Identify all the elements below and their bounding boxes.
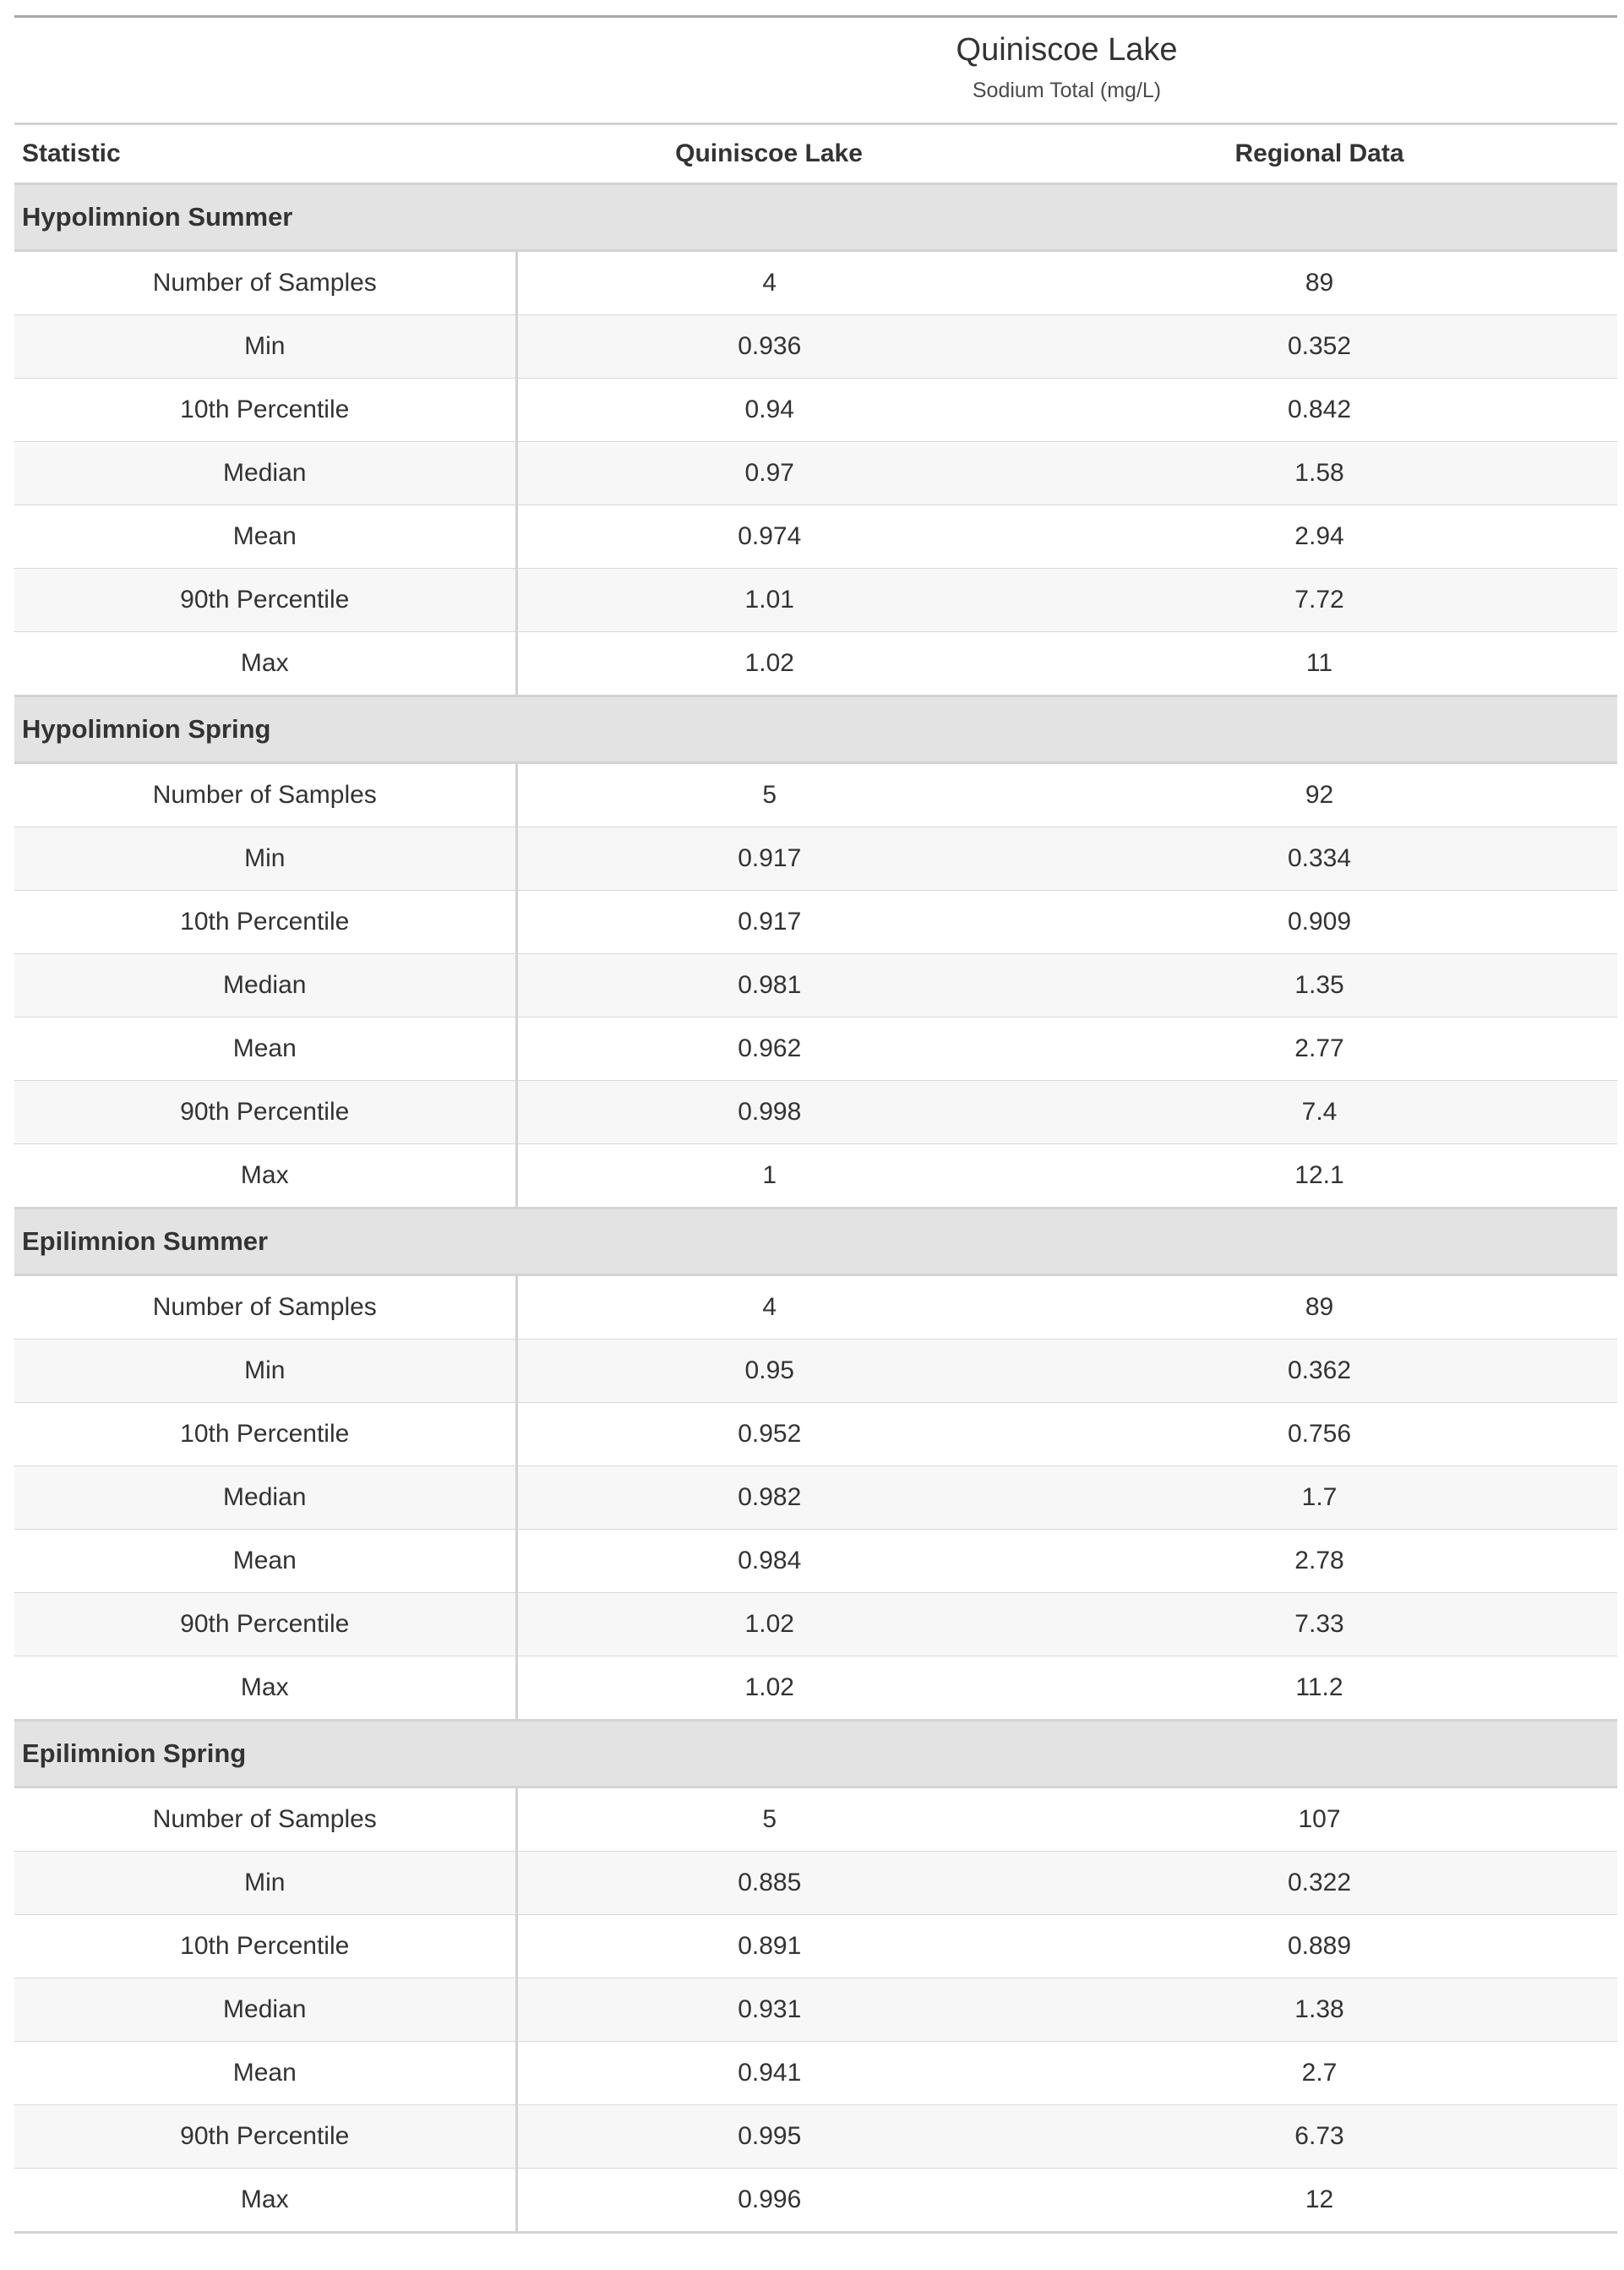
regional-value-cell: 0.322 <box>1022 1852 1617 1915</box>
group-row <box>14 184 1617 251</box>
regional-value-cell: 2.7 <box>1022 2042 1617 2105</box>
regional-value-cell: 107 <box>1022 1787 1617 1852</box>
table-row <box>14 891 1617 954</box>
stat-name-cell: Max <box>14 632 516 696</box>
stat-name-cell: Number of Samples <box>14 763 516 827</box>
lake-value-cell: 0.974 <box>516 505 1022 569</box>
lake-value-cell: 1 <box>516 1144 1022 1209</box>
table-row <box>14 1852 1617 1915</box>
lake-value-cell: 0.982 <box>516 1466 1022 1530</box>
table-row <box>14 1530 1617 1593</box>
regional-value-cell: 0.909 <box>1022 891 1617 954</box>
lake-value-cell: 1.02 <box>516 1656 1022 1721</box>
lake-value-cell: 0.917 <box>516 827 1022 891</box>
table-spacer <box>14 74 516 124</box>
stat-name-cell: Median <box>14 442 516 505</box>
table-row <box>14 1978 1617 2042</box>
lake-value-cell: 0.996 <box>516 2169 1022 2233</box>
lake-value-cell: 5 <box>516 763 1022 827</box>
lake-value-cell: 0.962 <box>516 1018 1022 1081</box>
stat-name-cell: Max <box>14 1144 516 1209</box>
regional-value-cell: 0.756 <box>1022 1403 1617 1466</box>
table-row <box>14 2169 1617 2233</box>
table-row <box>14 1144 1617 1209</box>
stat-name-cell: Mean <box>14 1530 516 1593</box>
regional-value-cell: 7.4 <box>1022 1081 1617 1144</box>
regional-value-cell: 1.38 <box>1022 1978 1617 2042</box>
table-row <box>14 1915 1617 1978</box>
stat-name-cell: 10th Percentile <box>14 1403 516 1466</box>
table-row <box>14 1275 1617 1340</box>
table-spacer <box>14 17 516 74</box>
lake-value-cell: 1.01 <box>516 569 1022 632</box>
title-row <box>14 17 1617 74</box>
lake-value-cell: 0.995 <box>516 2105 1022 2169</box>
lake-value-cell: 4 <box>516 1275 1022 1340</box>
stat-name-cell: Mean <box>14 2042 516 2105</box>
statistics-table <box>14 15 1617 2234</box>
regional-value-cell: 12 <box>1022 2169 1617 2233</box>
regional-value-cell: 1.35 <box>1022 954 1617 1018</box>
column-header-lake: Quiniscoe Lake <box>516 124 1022 184</box>
regional-value-cell: 2.77 <box>1022 1018 1617 1081</box>
table-row <box>14 1018 1617 1081</box>
group-label: Epilimnion Spring <box>14 1721 1617 1787</box>
lake-value-cell: 0.984 <box>516 1530 1022 1593</box>
stat-name-cell: Mean <box>14 1018 516 1081</box>
regional-value-cell: 6.73 <box>1022 2105 1617 2169</box>
column-header-row <box>14 124 1617 184</box>
table-row <box>14 1593 1617 1656</box>
column-header-regional: Regional Data <box>1022 124 1617 184</box>
table-row <box>14 315 1617 379</box>
lake-value-cell: 0.931 <box>516 1978 1022 2042</box>
lake-value-cell: 0.891 <box>516 1915 1022 1978</box>
table-row <box>14 1081 1617 1144</box>
table-row <box>14 379 1617 442</box>
stat-name-cell: Number of Samples <box>14 251 516 315</box>
stat-name-cell: 10th Percentile <box>14 379 516 442</box>
table-row <box>14 1340 1617 1403</box>
regional-value-cell: 2.94 <box>1022 505 1617 569</box>
regional-value-cell: 12.1 <box>1022 1144 1617 1209</box>
column-header-statistic: Statistic <box>14 124 516 184</box>
regional-value-cell: 0.352 <box>1022 315 1617 379</box>
stat-name-cell: Median <box>14 1466 516 1530</box>
table-row <box>14 827 1617 891</box>
lake-value-cell: 0.998 <box>516 1081 1022 1144</box>
stat-name-cell: 90th Percentile <box>14 2105 516 2169</box>
table-row <box>14 569 1617 632</box>
table-row <box>14 1656 1617 1721</box>
group-row <box>14 1721 1617 1787</box>
stat-name-cell: Median <box>14 1978 516 2042</box>
table-row <box>14 442 1617 505</box>
group-label: Hypolimnion Summer <box>14 184 1617 251</box>
group-label: Hypolimnion Spring <box>14 696 1617 763</box>
table-head <box>14 17 1617 184</box>
table-row <box>14 1466 1617 1530</box>
lake-value-cell: 0.97 <box>516 442 1022 505</box>
lake-value-cell: 0.885 <box>516 1852 1022 1915</box>
table-body <box>14 184 1617 2233</box>
lake-value-cell: 0.94 <box>516 379 1022 442</box>
regional-value-cell: 89 <box>1022 251 1617 315</box>
group-row <box>14 1209 1617 1275</box>
table-row <box>14 1403 1617 1466</box>
stat-name-cell: Max <box>14 1656 516 1721</box>
stat-name-cell: 10th Percentile <box>14 891 516 954</box>
table-row <box>14 1787 1617 1852</box>
lake-value-cell: 0.941 <box>516 2042 1022 2105</box>
lake-value-cell: 4 <box>516 251 1022 315</box>
lake-value-cell: 0.936 <box>516 315 1022 379</box>
stat-name-cell: Median <box>14 954 516 1018</box>
stat-name-cell: 10th Percentile <box>14 1915 516 1978</box>
regional-value-cell: 11.2 <box>1022 1656 1617 1721</box>
stat-name-cell: Max <box>14 2169 516 2233</box>
regional-value-cell: 0.889 <box>1022 1915 1617 1978</box>
subtitle-row <box>14 74 1617 124</box>
regional-value-cell: 0.842 <box>1022 379 1617 442</box>
stat-name-cell: Min <box>14 1340 516 1403</box>
table-row <box>14 505 1617 569</box>
regional-value-cell: 1.58 <box>1022 442 1617 505</box>
stat-name-cell: 90th Percentile <box>14 1593 516 1656</box>
table-row <box>14 954 1617 1018</box>
group-row <box>14 696 1617 763</box>
lake-value-cell: 5 <box>516 1787 1022 1852</box>
stat-name-cell: 90th Percentile <box>14 1081 516 1144</box>
stat-name-cell: Number of Samples <box>14 1275 516 1340</box>
stat-name-cell: Min <box>14 827 516 891</box>
stat-name-cell: Min <box>14 315 516 379</box>
lake-value-cell: 0.981 <box>516 954 1022 1018</box>
table-row <box>14 763 1617 827</box>
stat-name-cell: Number of Samples <box>14 1787 516 1852</box>
regional-value-cell: 11 <box>1022 632 1617 696</box>
lake-value-cell: 1.02 <box>516 632 1022 696</box>
lake-value-cell: 0.95 <box>516 1340 1022 1403</box>
table-row <box>14 2105 1617 2169</box>
lake-value-cell: 0.917 <box>516 891 1022 954</box>
regional-value-cell: 7.72 <box>1022 569 1617 632</box>
stat-name-cell: Mean <box>14 505 516 569</box>
regional-value-cell: 89 <box>1022 1275 1617 1340</box>
table-row <box>14 251 1617 315</box>
table-row <box>14 2042 1617 2105</box>
regional-value-cell: 92 <box>1022 763 1617 827</box>
regional-value-cell: 7.33 <box>1022 1593 1617 1656</box>
table-subtitle: Sodium Total (mg/L) <box>516 74 1617 124</box>
stat-name-cell: Min <box>14 1852 516 1915</box>
regional-value-cell: 1.7 <box>1022 1466 1617 1530</box>
regional-value-cell: 0.362 <box>1022 1340 1617 1403</box>
stat-name-cell: 90th Percentile <box>14 569 516 632</box>
lake-value-cell: 1.02 <box>516 1593 1022 1656</box>
regional-value-cell: 2.78 <box>1022 1530 1617 1593</box>
group-label: Epilimnion Summer <box>14 1209 1617 1275</box>
table-row <box>14 632 1617 696</box>
regional-value-cell: 0.334 <box>1022 827 1617 891</box>
lake-value-cell: 0.952 <box>516 1403 1022 1466</box>
table-title: Quiniscoe Lake <box>956 32 1178 68</box>
